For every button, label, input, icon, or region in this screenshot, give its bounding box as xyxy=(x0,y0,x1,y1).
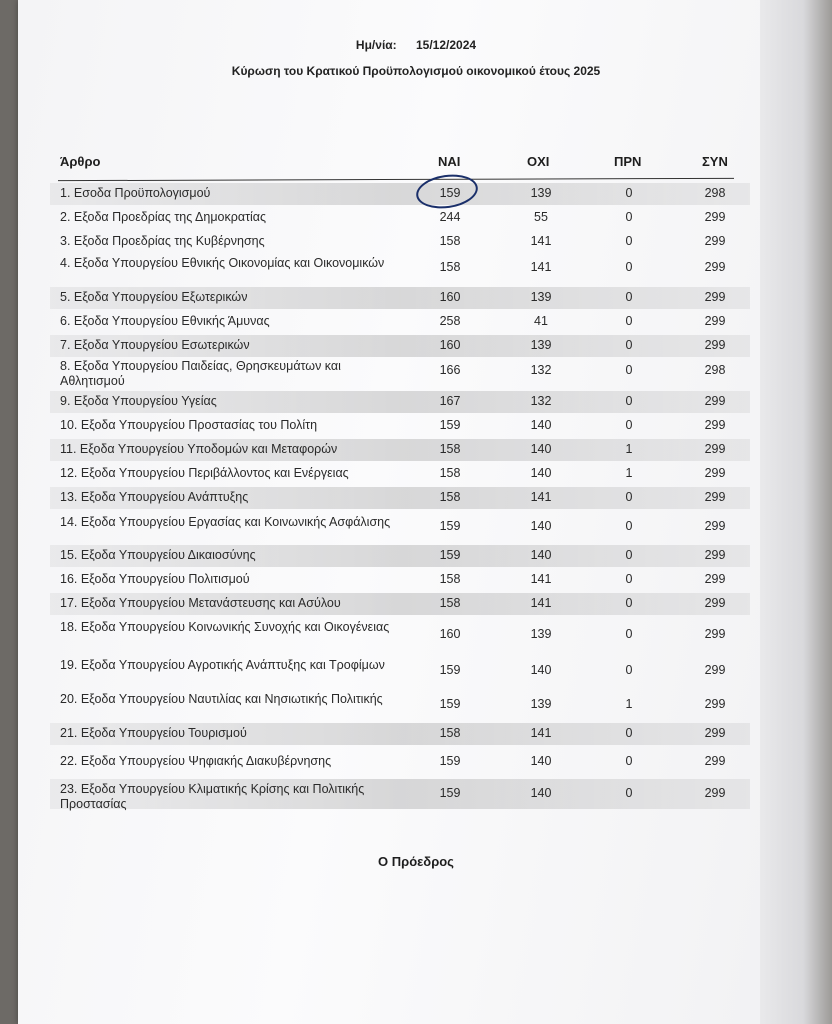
cell-article: 15. Εξοδα Υπουργείου Δικαιοσύνης xyxy=(60,548,256,562)
cell-no: 141 xyxy=(530,490,552,504)
cell-present: 0 xyxy=(625,290,633,304)
cell-present: 0 xyxy=(625,394,633,408)
cell-yes: 244 xyxy=(439,210,461,224)
cell-total: 299 xyxy=(704,260,726,274)
cell-article: 20. Εξοδα Υπουργείου Ναυτιλίας και Νησιωτικής Πολιτικής xyxy=(60,692,383,706)
table-row xyxy=(50,356,750,386)
table-row xyxy=(50,415,750,437)
cell-total: 299 xyxy=(704,754,726,768)
date-label: Ημ/νία: xyxy=(355,38,397,52)
table-row xyxy=(50,439,750,461)
cell-no: 140 xyxy=(530,418,552,432)
table-row xyxy=(50,311,750,333)
cell-present: 0 xyxy=(625,260,633,274)
cell-present: 0 xyxy=(625,490,633,504)
cell-total: 299 xyxy=(704,490,726,504)
cell-no: 141 xyxy=(530,234,552,248)
cell-present: 0 xyxy=(625,786,633,800)
cell-no: 139 xyxy=(530,697,552,711)
cell-present: 0 xyxy=(625,596,633,610)
cell-no: 140 xyxy=(530,786,552,800)
cell-yes: 159 xyxy=(439,697,461,711)
cell-present: 0 xyxy=(625,363,633,377)
cell-article: 13. Εξοδα Υπουργείου Ανάπτυξης xyxy=(60,490,249,504)
cell-no: 140 xyxy=(530,754,552,768)
cell-total: 299 xyxy=(704,548,726,562)
cell-no: 140 xyxy=(530,466,552,480)
header-total: ΣΥΝ xyxy=(702,154,728,169)
cell-total: 299 xyxy=(704,466,726,480)
cell-yes: 159 xyxy=(439,786,461,800)
cell-yes: 158 xyxy=(439,234,461,248)
cell-yes: 258 xyxy=(439,314,461,328)
signature-title: Ο Πρόεδρος xyxy=(378,854,454,869)
table-row xyxy=(50,391,750,413)
cell-article: 3. Εξοδα Προεδρίας της Κυβέρνησης xyxy=(60,234,265,248)
cell-no: 141 xyxy=(530,596,552,610)
cell-yes: 160 xyxy=(439,338,461,352)
cell-yes: 158 xyxy=(439,466,461,480)
table-row xyxy=(50,751,750,773)
cell-yes: 159 xyxy=(439,548,461,562)
cell-article: 7. Εξοδα Υπουργείου Εσωτερικών xyxy=(60,338,250,352)
table-row xyxy=(50,545,750,567)
table-row xyxy=(50,487,750,509)
cell-present: 0 xyxy=(625,572,633,586)
header-article: Άρθρο xyxy=(60,154,101,169)
cell-total: 299 xyxy=(704,314,726,328)
cell-article: 21. Εξοδα Υπουργείου Τουρισμού xyxy=(60,726,247,740)
cell-yes: 159 xyxy=(439,519,461,533)
header-yes: ΝΑΙ xyxy=(438,154,461,169)
cell-no: 141 xyxy=(530,260,552,274)
cell-article: 19. Εξοδα Υπουργείου Αγροτικής Ανάπτυξης και Τροφίμων xyxy=(60,658,385,672)
cell-no: 139 xyxy=(530,290,552,304)
table-row xyxy=(50,463,750,485)
cell-present: 0 xyxy=(625,314,633,328)
cell-present: 0 xyxy=(625,338,633,352)
cell-present: 0 xyxy=(625,418,633,432)
cell-no: 132 xyxy=(530,394,552,408)
cell-no: 141 xyxy=(530,726,552,740)
header-present: ΠΡΝ xyxy=(614,154,642,169)
cell-no: 132 xyxy=(530,363,552,377)
cell-article: 10. Εξοδα Υπουργείου Προστασίας του Πολίτη xyxy=(60,418,318,432)
cell-total: 299 xyxy=(704,663,726,677)
cell-total: 298 xyxy=(704,363,726,377)
cell-total: 299 xyxy=(704,338,726,352)
cell-article: 1. Εσοδα Προϋπολογισμού xyxy=(60,186,211,200)
date-line xyxy=(0,38,832,52)
cell-no: 139 xyxy=(530,627,552,641)
cell-total: 299 xyxy=(704,519,726,533)
cell-article: 9. Εξοδα Υπουργείου Υγείας xyxy=(60,394,217,408)
table-row xyxy=(50,183,750,205)
cell-no: 140 xyxy=(530,442,552,456)
table-row xyxy=(50,335,750,357)
cell-yes: 159 xyxy=(439,663,461,677)
cell-yes: 159 xyxy=(439,418,461,432)
cell-no: 141 xyxy=(530,572,552,586)
cell-total: 299 xyxy=(704,697,726,711)
cell-article: 11. Εξοδα Υπουργείου Υποδομών και Μεταφορών xyxy=(60,442,338,456)
cell-yes: 158 xyxy=(439,596,461,610)
cell-no: 139 xyxy=(530,338,552,352)
cell-present: 0 xyxy=(625,627,633,641)
cell-present: 1 xyxy=(625,466,633,480)
cell-article: 23. Εξοδα Υπουργείου Κλιματικής Κρίσης και Πολιτικής Προστασίας xyxy=(60,782,365,811)
table-row xyxy=(50,287,750,309)
cell-total: 299 xyxy=(704,418,726,432)
cell-article: 8. Εξοδα Υπουργείου Παιδείας, Θρησκευμάτων και Αθλητισμού xyxy=(60,359,341,388)
cell-present: 1 xyxy=(625,697,633,711)
cell-article: 6. Εξοδα Υπουργείου Εθνικής Άμυνας xyxy=(60,314,270,328)
cell-yes: 167 xyxy=(439,394,461,408)
cell-article: 5. Εξοδα Υπουργείου Εξωτερικών xyxy=(60,290,248,304)
cell-total: 299 xyxy=(704,726,726,740)
cell-yes: 158 xyxy=(439,726,461,740)
cell-article: 2. Εξοδα Προεδρίας της Δημοκρατίας xyxy=(60,210,267,224)
table-row xyxy=(50,569,750,591)
cell-no: 140 xyxy=(530,548,552,562)
cell-no: 55 xyxy=(534,210,548,224)
table-row xyxy=(50,723,750,745)
cell-yes: 158 xyxy=(439,572,461,586)
cell-yes: 160 xyxy=(439,627,461,641)
cell-present: 0 xyxy=(625,663,633,677)
cell-total: 299 xyxy=(704,442,726,456)
cell-article: 4. Εξοδα Υπουργείου Εθνικής Οικονομίας και Οικονομικών xyxy=(60,256,385,270)
table-row xyxy=(50,689,750,721)
cell-yes: 159 xyxy=(439,754,461,768)
cell-article: 18. Εξοδα Υπουργείου Κοινωνικής Συνοχής και Οικογένειας xyxy=(60,620,390,634)
document-title: Κύρωση του Κρατικού Προϋπολογισμού οικονομικού έτους 2025 xyxy=(231,64,601,78)
table-row xyxy=(50,655,750,687)
date-value: 15/12/2024 xyxy=(416,38,477,52)
cell-no: 41 xyxy=(534,314,548,328)
table-row xyxy=(50,512,750,542)
cell-article: 22. Εξοδα Υπουργείου Ψηφιακής Διακυβέρνησης xyxy=(60,754,332,768)
cell-yes: 158 xyxy=(439,260,461,274)
cell-total: 299 xyxy=(704,210,726,224)
cell-present: 0 xyxy=(625,519,633,533)
table-row xyxy=(50,779,750,809)
cell-no: 139 xyxy=(530,186,552,200)
table-row xyxy=(50,593,750,615)
cell-article: 14. Εξοδα Υπουργείου Εργασίας και Κοινωνικής Ασφάλισης xyxy=(60,515,391,529)
cell-article: 17. Εξοδα Υπουργείου Μετανάστευσης και Ασύλου xyxy=(60,596,341,610)
cell-no: 140 xyxy=(530,663,552,677)
header-no: ΟΧΙ xyxy=(527,154,550,169)
cell-yes: 158 xyxy=(439,490,461,504)
table-row xyxy=(50,253,750,283)
table-row xyxy=(50,231,750,253)
cell-present: 0 xyxy=(625,726,633,740)
cell-total: 298 xyxy=(704,186,726,200)
cell-yes: 160 xyxy=(439,290,461,304)
cell-yes: 166 xyxy=(439,363,461,377)
cell-yes: 159 xyxy=(439,186,461,200)
cell-present: 1 xyxy=(625,442,633,456)
table-row xyxy=(50,617,750,653)
cell-no: 140 xyxy=(530,519,552,533)
cell-total: 299 xyxy=(704,234,726,248)
cell-present: 0 xyxy=(625,186,633,200)
cell-total: 299 xyxy=(704,627,726,641)
cell-total: 299 xyxy=(704,394,726,408)
cell-total: 299 xyxy=(704,290,726,304)
table-row xyxy=(50,207,750,229)
cell-article: 16. Εξοδα Υπουργείου Πολιτισμού xyxy=(60,572,250,586)
cell-total: 299 xyxy=(704,786,726,800)
cell-total: 299 xyxy=(704,572,726,586)
cell-article: 12. Εξοδα Υπουργείου Περιβάλλοντος και Ενέργειας xyxy=(60,466,349,480)
cell-present: 0 xyxy=(625,234,633,248)
cell-present: 0 xyxy=(625,210,633,224)
cell-total: 299 xyxy=(704,596,726,610)
cell-yes: 158 xyxy=(439,442,461,456)
page-edge xyxy=(760,0,832,1024)
cell-present: 0 xyxy=(625,754,633,768)
cell-present: 0 xyxy=(625,548,633,562)
